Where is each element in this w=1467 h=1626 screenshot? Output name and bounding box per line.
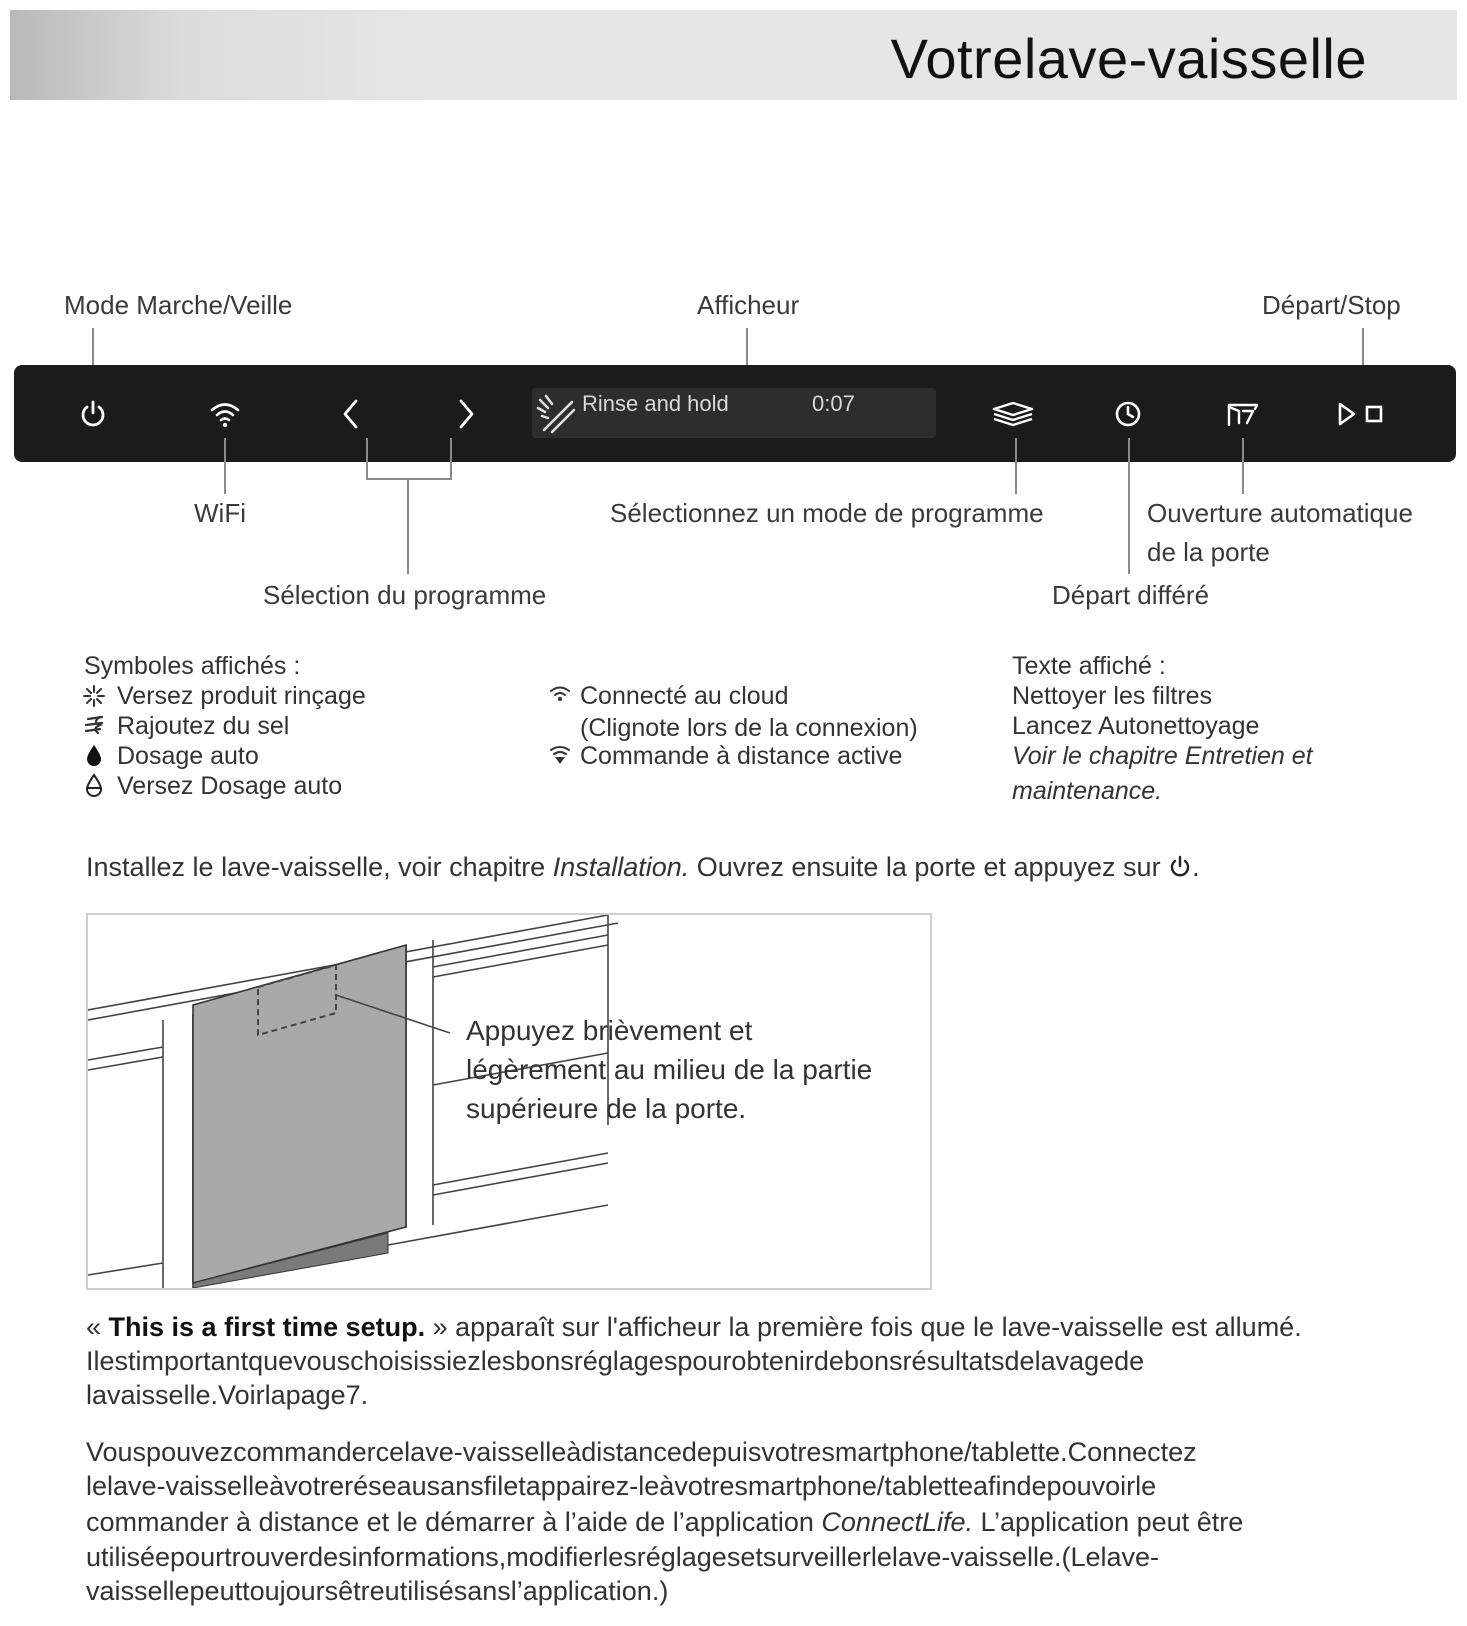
power-icon — [78, 399, 108, 429]
symbol-fill-auto-dosing-text: Versez Dosage auto — [117, 772, 343, 800]
remote-line4: utiliséepourtrouverdesinformations,modifierlesréglagesetsurveillerlelave-vaisselle.(Lelave- — [86, 1542, 1159, 1572]
power-button[interactable] — [72, 393, 114, 435]
remote-line1: Vouspouvezcommandercelave-vaisselleàdistancedepuisvotresmartphone/tablette.Connectez — [86, 1437, 1197, 1467]
displayed-text-note-2: maintenance. — [1012, 777, 1163, 805]
rinse-aid-icon — [82, 684, 106, 708]
label-display: Afficheur — [697, 290, 800, 320]
wifi-button[interactable] — [204, 393, 246, 435]
remote-line2: lelave-vaisselleàvotreréseausansfiletappairez-leàvotresmartphone/tabletteafindepouvoirle — [86, 1471, 1157, 1501]
displayed-text-heading: Texte affiché : — [1012, 652, 1166, 680]
leader-bracket — [366, 478, 452, 480]
cloud-wifi-icon — [549, 684, 571, 704]
first-setup-line2: Ilestimportantquevouschoisissiezlesbonsréglagespourobtenirdebonsrésultatsdelavagede — [86, 1346, 1145, 1376]
first-setup-line1 — [86, 1312, 1302, 1343]
install-chapter: Installation. — [552, 852, 690, 882]
install-prefix: Installez le lave-vaisselle, voir chapitre — [86, 852, 553, 882]
callout-line2: légèrement au milieu de la partie — [466, 1054, 873, 1085]
callout-line1: Appuyez brièvement et — [466, 1015, 753, 1046]
leader-prev — [366, 438, 368, 480]
leader-next — [450, 438, 452, 480]
symbol-salt-text: Rajoutez du sel — [117, 712, 290, 740]
first-setup-line3: lavaisselle.Voirlapage7. — [86, 1380, 369, 1410]
cloud-blinking-text: (Clignote lors de la connexion) — [580, 714, 918, 742]
label-program-mode: Sélectionnez un mode de programme — [610, 498, 1044, 528]
symbol-rinse-aid-text: Versez produit rinçage — [117, 682, 366, 710]
program-mode-button[interactable] — [988, 393, 1038, 435]
play-icon — [1336, 401, 1358, 427]
auto-door-icon — [1225, 399, 1261, 429]
leader-program-mode — [1015, 438, 1017, 494]
power-icon — [1168, 855, 1192, 879]
label-delayed-start: Départ différé — [1052, 580, 1210, 610]
first-setup-quote: « — [86, 1312, 109, 1342]
label-start-stop: Départ/Stop — [1262, 290, 1401, 320]
install-suffix: Ouvrez ensuite la porte et appuyez sur — [689, 852, 1161, 882]
clock-icon — [1113, 399, 1143, 429]
drop-filled-icon — [84, 743, 104, 767]
label-auto-door-1: Ouverture automatique — [1147, 498, 1413, 528]
leader-program-selection — [407, 478, 409, 574]
label-auto-door-2: de la porte — [1147, 537, 1270, 567]
salt-icon — [82, 714, 106, 738]
program-next-button[interactable] — [445, 393, 487, 435]
drop-outline-icon — [84, 773, 104, 797]
label-wifi: WiFi — [194, 498, 246, 528]
remote-line3 — [86, 1507, 1243, 1538]
displayed-text-note-1: Voir le chapitre Entretien et — [1012, 742, 1313, 770]
delayed-start-button[interactable] — [1107, 393, 1149, 435]
first-setup-bold: This is a first time setup. — [108, 1312, 426, 1342]
page-title: Votrelave-vaisselle — [890, 27, 1367, 90]
remote-line5: vaissellepeuttoujoursêtreutilisésansl’application.) — [86, 1576, 669, 1606]
remote-line3-suffix: L’application peut être — [973, 1507, 1244, 1537]
program-prev-button[interactable] — [330, 393, 372, 435]
install-end: . — [1192, 852, 1200, 882]
first-setup-rest: » apparaît sur l'afficheur la première fois que le lave-vaisselle est allumé. — [425, 1312, 1302, 1342]
auto-door-button[interactable] — [1220, 393, 1266, 435]
wifi-icon — [209, 399, 241, 429]
program-mode-icon — [991, 400, 1035, 428]
chevron-left-icon — [341, 398, 361, 430]
remote-app-name: ConnectLife. — [821, 1507, 974, 1537]
remote-control-text: Commande à distance active — [580, 742, 903, 770]
remote-control-icon — [549, 744, 571, 766]
stop-icon — [1364, 404, 1384, 424]
remote-line3-prefix: commander à distance et le démarrer à l’aide de l’application — [86, 1507, 822, 1537]
leader-auto-door — [1242, 438, 1244, 494]
display-program-name: Rinse and hold — [582, 391, 729, 416]
symbols-heading: Symboles affichés : — [84, 652, 301, 680]
displayed-text-line2: Lancez Autonettoyage — [1012, 712, 1260, 740]
start-stop-button[interactable] — [1330, 393, 1390, 435]
label-program-selection: Sélection du programme — [263, 580, 547, 610]
displayed-text-line1: Nettoyer les filtres — [1012, 682, 1213, 710]
leader-delayed-start — [1128, 438, 1130, 574]
cloud-connected-text: Connecté au cloud — [580, 682, 789, 710]
chevron-right-icon — [456, 398, 476, 430]
door-illustration — [86, 913, 932, 1290]
rinse-spray-icon — [536, 392, 576, 434]
leader-wifi — [224, 438, 226, 494]
callout-line3: supérieure de la porte. — [466, 1093, 747, 1124]
install-instruction — [86, 852, 1200, 883]
symbol-auto-dosing-text: Dosage auto — [117, 742, 259, 770]
display-time: 0:07 — [812, 391, 855, 416]
label-power: Mode Marche/Veille — [64, 290, 293, 320]
